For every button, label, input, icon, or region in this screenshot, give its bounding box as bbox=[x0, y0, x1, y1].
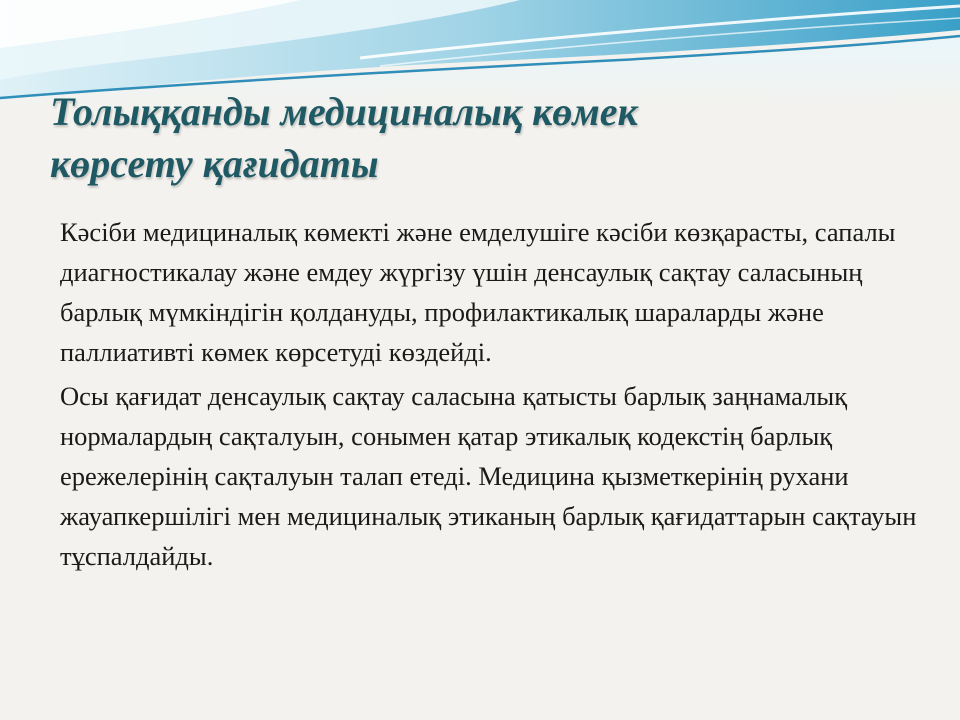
slide-body bbox=[60, 212, 920, 580]
body-paragraph-1: Кәсіби медициналық көмекті және емделушіге кәсіби көзқарасты, сапалы диагностикалау және емдеу жүргізу үшін денсаулық сақтау саласының барлық мүмкіндігін қолдануды, профилактикалық шараларды және паллиативті көмек көрсетуді көздейді. bbox=[60, 217, 896, 367]
body-paragraph-2: Осы қағидат денсаулық сақтау саласына қатысты барлық заңнамалық нормалардың сақталуын, сонымен қатар этикалық кодекстің барлық ережелерінің сақталуын талап етеді. Медицина қызметкерінің рухани жауапкершілігі мен медициналық этиканың барлық қағидаттарын сақтауын тұспалдайды. bbox=[60, 381, 917, 571]
slide-title-line-1: Толыққанды медициналық көмек bbox=[50, 89, 638, 134]
slide-title-line-2: көрсету қағидаты bbox=[50, 141, 379, 186]
slide-title bbox=[50, 86, 930, 190]
